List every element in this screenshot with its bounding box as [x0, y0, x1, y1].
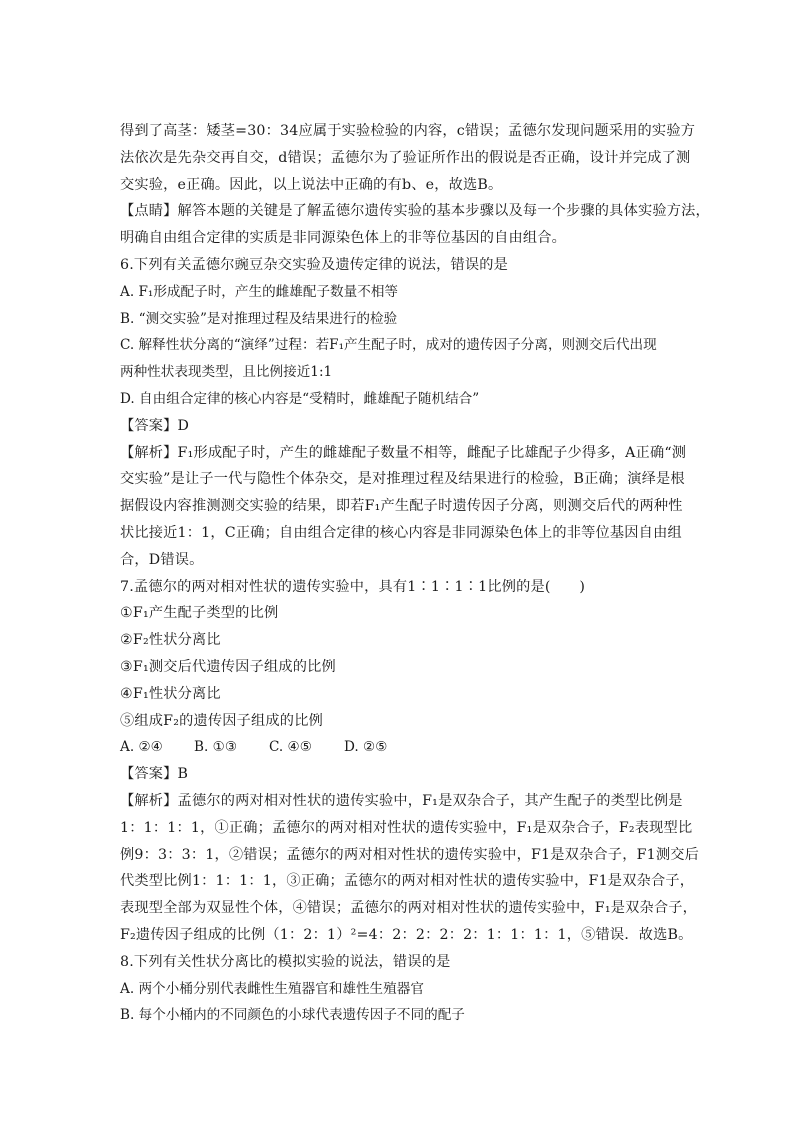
question-6-stem: 6.下列有关孟德尔豌豆杂交实验及遗传定律的说法，错误的是	[120, 256, 509, 273]
analysis-line: F₂遗传因子组成的比例（1：2：1）²=4：2：2：2：2：1：1：1：1，⑤错误．故选B。	[120, 926, 693, 943]
question-7-option-a: A. ②④	[120, 739, 163, 756]
analysis-line: 代类型比例1：1：1：1，③正确；孟德尔的两对相对性状的遗传实验中，F1是双杂合子，	[120, 873, 695, 890]
question-7-item: ⑤组成F₂的遗传因子组成的比例	[120, 712, 323, 729]
question-6-option-c-cont: 两种性状表现类型，且比例接近1:1	[120, 364, 333, 381]
question-8-stem: 8.下列有关性状分离比的模拟实验的说法，错误的是	[120, 953, 451, 970]
analysis-line: 据假设内容推测测交实验的结果，即若F₁产生配子时遗传因子分离，则测交后代的两种性	[120, 498, 683, 515]
question-6-option-d: D. 自由组合定律的核心内容是“受精时，雌雄配子随机结合”	[120, 390, 480, 407]
analysis-line: 状比接近1：1，C正确；自由组合定律的核心内容是非同源染色体上的非等位基因自由组	[120, 524, 682, 541]
analysis-line: 交实验”是让子一代与隐性个体杂交，是对推理过程及结果进行的检验，B正确；演绎是根	[120, 471, 685, 488]
text-line: 【点睛】解答本题的关键是了解孟德尔遗传实验的基本步骤以及每一个步骤的具体实验方法，	[120, 203, 710, 220]
analysis-line: 合，D错误。	[120, 551, 204, 568]
question-7-item: ④F₁性状分离比	[120, 685, 221, 702]
question-7-option-c: C. ④⑤	[269, 739, 312, 756]
text-line: 明确自由组合定律的实质是非同源染色体上的非等位基因的自由组合。	[120, 230, 567, 247]
question-7-item: ②F₂性状分离比	[120, 632, 221, 649]
text-line: 法依次是先杂交再自交，d错误；孟德尔为了验证所作出的假说是否正确，设计并完成了测	[120, 149, 691, 166]
question-7-item: ①F₁产生配子类型的比例	[120, 605, 279, 622]
analysis-line: 【解析】F₁形成配子时，产生的雌雄配子数量不相等，雌配子比雄配子少得多，A正确“测	[120, 444, 687, 461]
question-8-option-b: B. 每个小桶内的不同颜色的小球代表遗传因子不同的配子	[120, 1007, 465, 1024]
question-6-option-c: C. 解释性状分离的“演绎”过程：若F₁产生配子时，成对的遗传因子分离，则测交后代出现	[120, 337, 657, 354]
question-8-option-a: A. 两个小桶分别代表雌性生殖器官和雄性生殖器官	[120, 980, 424, 997]
analysis-line: 表现型全部为双显性个体，④错误；孟德尔的两对相对性状的遗传实验中，F₁是双杂合子，	[120, 900, 698, 917]
text-line: 得到了高茎：矮茎=30：34应属于实验检验的内容，c错误；孟德尔发现问题采用的实验方	[120, 123, 696, 139]
question-6-option-a: A. F₁形成配子时，产生的雌雄配子数量不相等	[120, 283, 399, 300]
question-7-option-b: B. ①③	[194, 739, 238, 756]
analysis-line: 1：1：1：1，①正确；孟德尔的两对相对性状的遗传实验中，F₁是双杂合子，F₂表现型比	[120, 819, 693, 836]
question-7-item: ③F₁测交后代遗传因子组成的比例	[120, 658, 336, 675]
analysis-line: 例9：3：3：1，②错误；孟德尔的两对相对性状的遗传实验中，F1是双杂合子，F1测交后	[120, 846, 700, 863]
question-7-options	[120, 734, 680, 761]
question-6-option-b: B. “测交实验”是对推理过程及结果进行的检验	[120, 310, 398, 327]
answer-label: 【答案】D	[120, 417, 190, 434]
text-line: 交实验，e正确。因此，以上说法中正确的有b、e，故选B。	[120, 176, 503, 193]
analysis-line: 【解析】孟德尔的两对相对性状的遗传实验中，F₁是双杂合子，其产生配子的类型比例是	[120, 792, 683, 809]
document-body	[120, 118, 710, 1029]
question-7-stem: 7.孟德尔的两对相对性状的遗传实验中，具有1∶1∶1∶1比例的是( )	[120, 578, 586, 595]
question-7-option-d: D. ②⑤	[344, 739, 388, 756]
answer-label: 【答案】B	[120, 766, 189, 783]
